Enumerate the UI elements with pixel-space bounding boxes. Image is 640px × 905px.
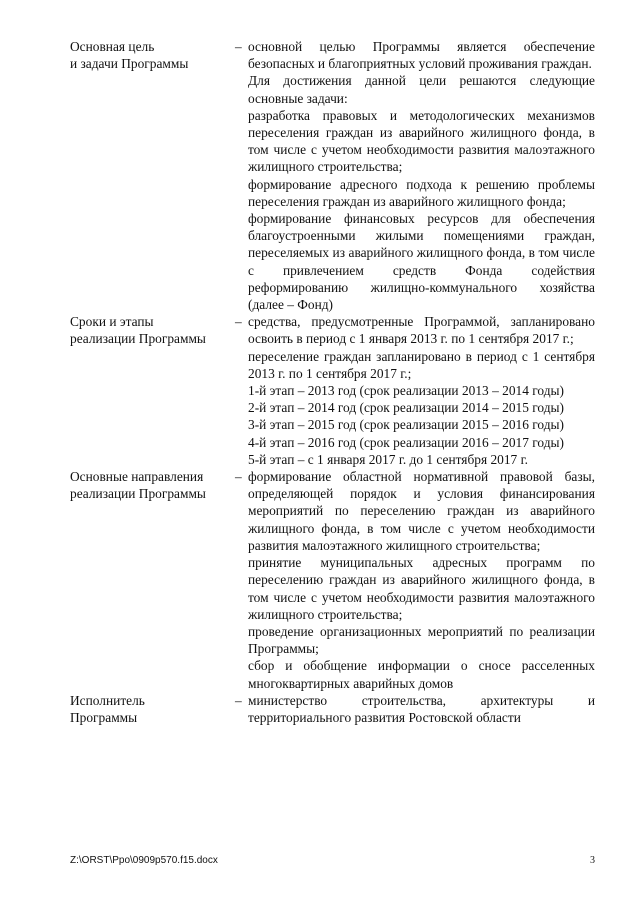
paragraph: разработка правовых и методологических механизмов переселения граждан из аварийного жилищного фонда, в том числе с учетом необходимости развития малоэтажного жилищного строительства; [248,107,595,175]
paragraph: проведение организационных мероприятий по реализации Программы; [248,623,595,657]
paragraph: основной целью Программы является обеспечение безопасных и благоприятных условий проживания граждан. [248,39,595,72]
row-label: Основная цель и задачи Программы [70,39,189,72]
paragraph: средства, предусмотренные Программой, запланировано освоить в период с 1 января 2013 г. по 1 сентября 2017 г.; [248,314,595,347]
row-dash: – [235,39,242,54]
paragraph: формирование адресного подхода к решению проблемы переселения граждан из аварийного жилищного фонда; [248,176,595,209]
paragraph: принятие муниципальных адресных программ по переселению граждан из аварийного жилищного фонда, в том числе с учетом необходимости развития малоэтажного жилищного строительства; [248,555,595,622]
row-label: Основные направления реализации Программы [70,469,206,502]
paragraph: 4-й этап – 2016 год (срок реализации 2016 – 2017 годы) [248,434,564,450]
row-label: Исполнитель Программы [70,692,145,725]
passport-table [70,38,595,726]
row-description [248,692,595,726]
page-number: 3 [590,855,595,866]
row-description [248,468,595,692]
row-executor [70,692,595,726]
row-directions [70,468,595,692]
paragraph: Для достижения данной цели решаются следующие основные задачи: [248,73,595,106]
row-dash: – [235,692,242,708]
footer-file-path: Z:\ORST\Ppo\0909p570.f15.docx [70,855,218,866]
row-description [248,313,595,468]
paragraph: 5-й этап – с 1 января 2017 г. до 1 сентября 2017 г. [248,451,528,467]
paragraph: 3-й этап – 2015 год (срок реализации 2015 – 2016 годы) [248,417,564,433]
row-description [248,38,595,313]
row-dash: – [235,314,242,330]
paragraph: сбор и обобщение информации о сносе расселенных многоквартирных аварийных домов [248,658,595,691]
paragraph: формирование финансовых ресурсов для обеспечения благоустроенными жилыми помещениями граждан, переселяемых из аварийного жилищного фонда, в том числе с привлечением средств Фонда содействия реформированию жилищно-коммунального хозяйства (далее – Фонд) [248,211,595,313]
row-terms [70,313,595,468]
paragraph: 1-й этап – 2013 год (срок реализации 2013 – 2014 годы) [248,383,564,399]
paragraph: министерство строительства, архитектуры и территориального развития Ростовской области [248,692,595,725]
paragraph: 2-й этап – 2014 год (срок реализации 2014 – 2015 годы) [248,400,564,416]
row-label: Сроки и этапы реализации Программы [70,314,206,347]
row-dash: – [235,469,242,485]
row-goal [70,38,595,313]
paragraph: переселение граждан запланировано в период с 1 сентября 2013 г. по 1 сентября 2017 г.; [248,348,595,381]
paragraph: формирование областной нормативной правовой базы, определяющей порядок и условия финансирования мероприятий по переселению граждан из аварийного жилищного фонда, в том числе с учетом необходимости развития малоэтажного жилищного строительства; [248,469,595,553]
